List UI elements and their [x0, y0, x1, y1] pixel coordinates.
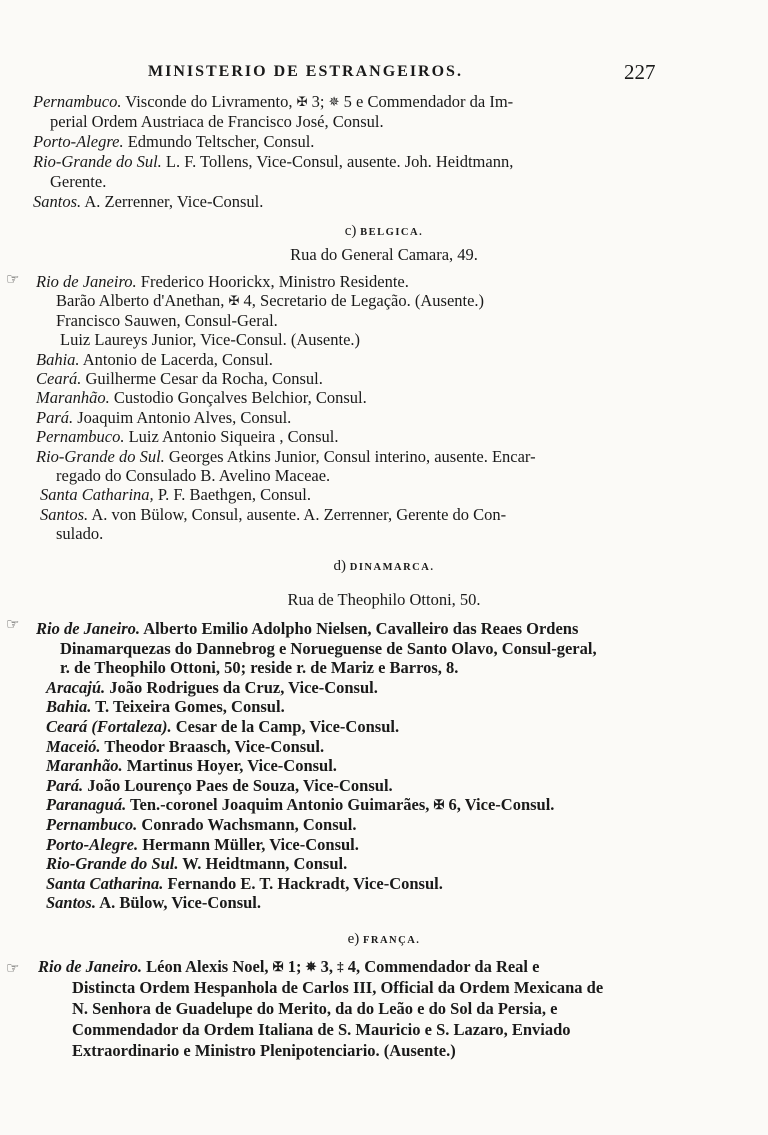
entry-pernambuco: Pernambuco. Visconde do Livramento, ✠ 3; ✵ 5 e Commendador da Im-	[33, 92, 514, 111]
directory-entry: Barão Alberto d'Anethan, ✠ 4, Secretario de Legação. (Ausente.)	[56, 291, 485, 311]
place-name: Maceió.	[46, 736, 101, 756]
directory-entry: Ceará. Guilherme Cesar da Rocha, Consul.	[36, 369, 323, 388]
directory-entry: Rio-Grande do Sul. Georges Atkins Junior, Consul interino, ausente. Encar-	[36, 446, 536, 466]
place-name: Maranhão.	[36, 388, 110, 408]
order-cross-icon: ✠	[272, 959, 284, 974]
place-name: Pernambuco.	[46, 815, 138, 834]
order-star-icon: ✵	[328, 94, 340, 109]
entry-franca-cont: Distincta Ordem Hespanhola de Carlos III, Official da Ordem Mexicana de	[72, 978, 604, 997]
entry-rio-grande: Rio-Grande do Sul. L. F. Tollens, Vice-Consul, ausente. Joh. Heidtmann,	[33, 152, 514, 171]
place-name: Bahia.	[46, 697, 92, 717]
directory-entry: Ceará (Fortaleza). Cesar de la Camp, Vice-Consul.	[46, 717, 400, 736]
place-name: Porto-Alegre.	[33, 132, 124, 151]
directory-entry: Santos. A. von Bülow, Consul, ausente. A. Zerrenner, Gerente do Con-	[40, 504, 507, 524]
directory-entry: Pará. João Lourenço Paes de Souza, Vice-Consul.	[46, 775, 393, 795]
place-name: Porto-Alegre.	[46, 834, 139, 854]
place-name: Rio-Grande do Sul.	[36, 446, 165, 466]
place-name: Pará.	[36, 407, 74, 427]
directory-entry: sulado.	[56, 524, 104, 544]
place-name: Ceará.	[36, 369, 82, 388]
entry-franca-rio: Rio de Janeiro. Léon Alexis Noel, ✠ 1; ✵ 3, ‡ 4, Commendador da Real e	[38, 957, 540, 976]
entry-rio-grande-cont: Gerente.	[50, 172, 107, 191]
place-name: Rio-Grande do Sul.	[33, 152, 162, 171]
entry-porto-alegre: Porto-Alegre. Edmundo Teltscher, Consul.	[33, 132, 315, 151]
section-heading-dinamarca: d) DINAMARCA.	[333, 558, 435, 574]
page-number: 227	[624, 60, 656, 84]
directory-entry: regado do Consulado B. Avelino Maceae.	[56, 466, 331, 485]
entry-pernambuco-cont: perial Ordem Austriaca de Francisco José, Consul.	[50, 112, 384, 131]
directory-entry: Rio de Janeiro. Alberto Emilio Adolpho Nielsen, Cavalleiro das Reaes Ordens	[36, 619, 579, 638]
place-name: Maranhão.	[46, 756, 123, 776]
directory-entry: Porto-Alegre. Hermann Müller, Vice-Consul.	[46, 834, 359, 854]
order-dagger-icon: ‡	[337, 959, 344, 974]
pointing-hand-icon: ☞	[6, 272, 20, 288]
directory-entry: Santos. A. Bülow, Vice-Consul.	[46, 893, 262, 913]
section-heading-franca: e) FRANÇA.	[347, 931, 421, 947]
entry-franca-cont: Commendador da Ordem Italiana de S. Mauricio e S. Lazaro, Enviado	[72, 1020, 571, 1039]
directory-entry: Pará. Joaquim Antonio Alves, Consul.	[36, 407, 292, 427]
place-name: Pará.	[46, 775, 84, 795]
place-name: Bahia.	[36, 349, 80, 369]
place-name: Rio de Janeiro.	[36, 619, 141, 638]
place-name: Santa Catharina.	[46, 873, 164, 893]
section-address-belgica: Rua do General Camara, 49.	[290, 245, 478, 264]
directory-entry: Maranhão. Martinus Hoyer, Vice-Consul.	[46, 756, 337, 776]
directory-entry: Luiz Laureys Junior, Vice-Consul. (Ausente.)	[60, 330, 361, 350]
place-name: Aracajú.	[46, 677, 106, 697]
section-address-dinamarca: Rua de Theophilo Ottoni, 50.	[287, 590, 481, 609]
directory-entry: Paranaguá. Ten.-coronel Joaquim Antonio Guimarães, ✠ 6, Vice-Consul.	[46, 795, 555, 815]
running-head: MINISTERIO DE ESTRANGEIROS.	[148, 63, 463, 80]
place-name: Rio de Janeiro.	[38, 957, 143, 976]
directory-entry: Francisco Sauwen, Consul-Geral.	[56, 310, 278, 330]
directory-entry: Rio-Grande do Sul. W. Heidtmann, Consul.	[46, 854, 348, 874]
directory-entry: Bahia. Antonio de Lacerda, Consul.	[36, 349, 273, 369]
place-name: Santos.	[33, 192, 82, 211]
entry-santos: Santos. A. Zerrenner, Vice-Consul.	[33, 192, 264, 211]
directory-entry: Santa Catharina, P. F. Baethgen, Consul.	[40, 485, 311, 505]
directory-entry: Rio de Janeiro. Frederico Hoorickx, Ministro Residente.	[36, 272, 409, 291]
order-star-icon: ✵	[305, 959, 317, 974]
place-name: Santa Catharina,	[40, 485, 154, 505]
section-heading-belgica: c) BELGICA.	[344, 223, 424, 239]
pointing-hand-icon: ☞	[6, 961, 20, 977]
directory-entry: Pernambuco. Luiz Antonio Siqueira , Consul.	[36, 427, 339, 447]
directory-entry: Dinamarquezas do Dannebrog e Norueguense de Santo Olavo, Consul-geral,	[60, 638, 597, 658]
place-name: Rio-Grande do Sul.	[46, 854, 179, 874]
directory-entry: Santa Catharina. Fernando E. T. Hackradt, Vice-Consul.	[46, 873, 443, 893]
place-name: Santos.	[46, 893, 96, 913]
order-cross-icon: ✠	[228, 293, 240, 309]
place-name: Ceará (Fortaleza).	[46, 717, 172, 736]
directory-entry: Aracajú. João Rodrigues da Cruz, Vice-Consul.	[46, 677, 378, 697]
directory-entry: r. de Theophilo Ottoni, 50; reside r. de Mariz e Barros, 8.	[60, 658, 459, 678]
place-name: Pernambuco.	[36, 427, 125, 447]
place-name: Paranaguá.	[46, 795, 127, 815]
order-cross-icon: ✠	[296, 94, 308, 109]
place-name: Pernambuco.	[33, 92, 122, 111]
directory-entry: Maranhão. Custodio Gonçalves Belchior, Consul.	[36, 388, 367, 408]
place-name: Santos.	[40, 504, 89, 524]
directory-entry: Pernambuco. Conrado Wachsmann, Consul.	[46, 815, 357, 834]
entry-franca-cont: N. Senhora de Guadelupe do Merito, da do Leão e do Sol da Persia, e	[72, 999, 558, 1018]
pointing-hand-icon: ☞	[6, 617, 20, 633]
place-name: Rio de Janeiro.	[36, 272, 137, 291]
directory-entry: Maceió. Theodor Braasch, Vice-Consul.	[46, 736, 325, 756]
order-cross-icon: ✠	[433, 797, 445, 813]
entry-franca-cont: Extraordinario e Ministro Plenipotenciario. (Ausente.)	[72, 1041, 456, 1060]
directory-entry: Bahia. T. Teixeira Gomes, Consul.	[46, 697, 285, 717]
page-header	[0, 60, 768, 90]
